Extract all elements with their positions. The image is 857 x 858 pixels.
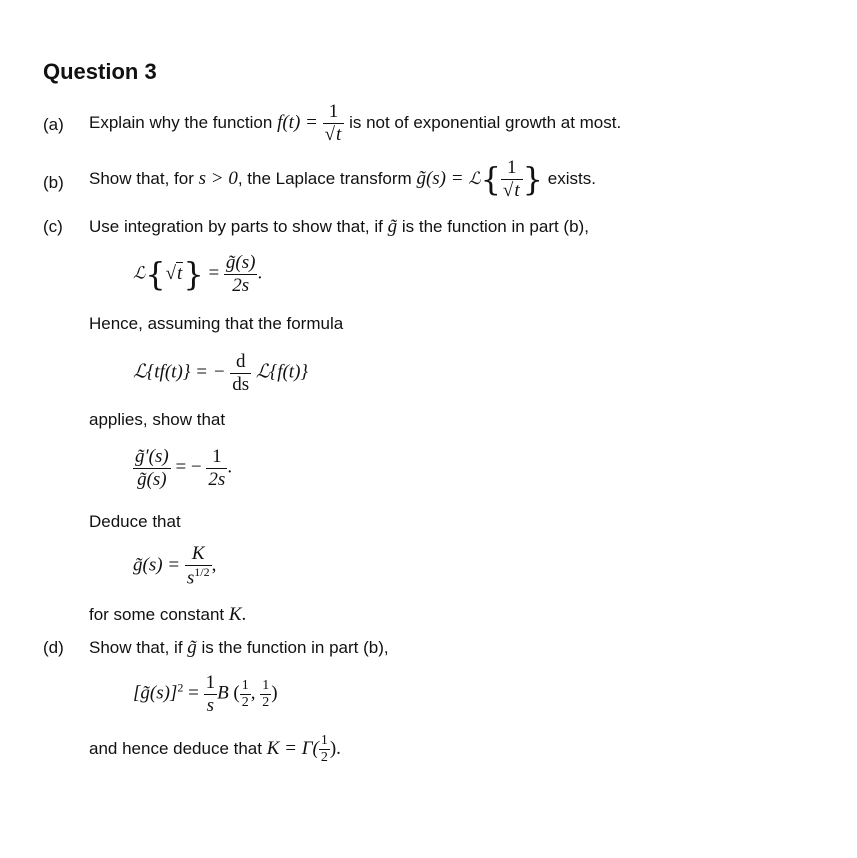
part-c-eq4-fraction: $\frac{K}{s^{1/2}}$ (186, 543, 210, 589)
part-d-equation: [g̃(s)]$^2$ = $\frac{1}{s}$ B ( $\frac{1}{2}$ , $\frac{1}{2}$ ) (133, 672, 278, 716)
part-b-mid: , the Laplace transform (237, 168, 412, 188)
part-a-text (89, 101, 621, 146)
part-a-fraction (323, 101, 345, 146)
part-b-gs: g̃(s) = (416, 167, 464, 189)
part-c-equation-1: ℒ{√t} = $\frac{g̃(s)}{2s}$ . (133, 252, 263, 296)
part-b-outro: exists. (547, 168, 596, 188)
part-b-text (89, 157, 596, 202)
part-c-eq3-right-fraction: $\frac{1}{2s}$ (208, 446, 226, 490)
part-b-num: 1 (501, 157, 523, 180)
part-a-outro: is not of exponential growth at most. (349, 112, 622, 132)
part-c-applies: applies, show that (89, 410, 226, 429)
part-c-eq1-fraction: $\frac{g̃(s)}{2s}$ (225, 252, 256, 296)
part-c-g: g̃ (387, 216, 398, 237)
part-c-deduce: Deduce that (89, 512, 181, 531)
part-a-den: √t (324, 123, 342, 145)
part-c-intro: Use integration by parts to show that, if g̃ is the function in part (b), (89, 216, 589, 237)
part-c-eq2-fraction: $\frac{d}{ds}$ (232, 351, 250, 395)
part-c-equation-4: g̃(s) = $\frac{K}{s^{1/2}}$ , (133, 543, 217, 589)
question-title: Question 3 (43, 59, 157, 84)
part-b-fraction (501, 157, 523, 202)
part-b-brace-close: } (522, 160, 543, 199)
part-c-hence: Hence, assuming that the formula (89, 314, 344, 333)
part-b-laplace: ℒ (468, 168, 481, 189)
part-d-eq-fraction: $\frac{1}{s}$ (205, 672, 216, 716)
part-c-equation-3: $\frac{g̃'(s)}{g̃(s)}$ = − $\frac{1}{2s}$ . (135, 446, 233, 490)
part-d-half-1: $\frac{1}{2}$ (241, 677, 249, 710)
part-d-final: and hence deduce that K = Γ( $\frac{1}{2}$ ). (89, 733, 341, 766)
part-a-func: f(t) = (277, 111, 318, 133)
part-c-constant: for some constant K. (89, 604, 247, 625)
part-b-label: (b) (43, 173, 64, 192)
part-d-g: g̃ (187, 637, 197, 658)
part-a-num: 1 (323, 101, 345, 124)
part-a-intro: Explain why the function (89, 112, 273, 132)
part-c-label: (c) (43, 217, 63, 236)
part-b-intro: Show that, for (89, 168, 194, 188)
part-d-label: (d) (43, 638, 64, 657)
part-c-eq3-left-fraction: $\frac{g̃'(s)}{g̃(s)}$ (135, 446, 169, 490)
part-c-equation-2: ℒ{tf(t)} = − $\frac{d}{ds}$ ℒ{f(t)} (133, 351, 309, 395)
part-b-den: √t (502, 179, 520, 201)
part-d-half-2: $\frac{1}{2}$ (262, 677, 270, 710)
part-a-label: (a) (43, 115, 64, 134)
part-d-final-half: $\frac{1}{2}$ (320, 733, 328, 766)
part-d-intro: Show that, if g̃ is the function in part (b), (89, 637, 389, 658)
part-b-condition: s > 0 (198, 167, 238, 189)
part-b-brace-open: { (480, 160, 501, 199)
